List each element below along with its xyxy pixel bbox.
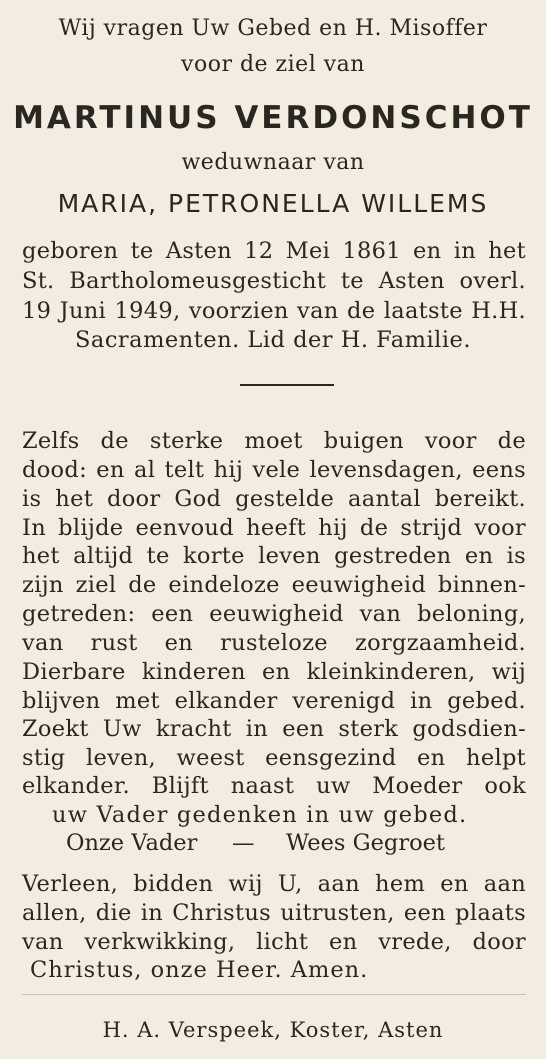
- meditation-line: elkander. Blijft naast uw Moeder ook: [22, 773, 526, 799]
- meditation-line: getreden: een eeuwigheid van beloning,: [22, 601, 526, 627]
- biography-line: 19 Juni 1949, voorzien van de laatste H.H.: [22, 298, 526, 324]
- meditation-line: stig leven, weest eensgezind en helpt: [22, 745, 526, 771]
- printer-credit: H. A. Verspeek, Koster, Asten: [102, 1018, 444, 1042]
- biography-line: St. Bartholomeusgesticht te Asten overl.: [22, 268, 526, 294]
- spouse-name: MARIA, PETRONELLA WILLEMS: [57, 189, 489, 218]
- relation-text: weduwnaar van: [181, 150, 365, 175]
- biography-line: Sacramenten. Lid der H. Familie.: [74, 327, 472, 353]
- intro-line-1: Wij vragen Uw Gebed en H. Misoffer: [58, 16, 488, 41]
- meditation-line: In blijde eenvoud heeft hij de strijd voor: [22, 515, 526, 541]
- meditation-line: Dierbare kinderen en kleinkinderen, wij: [22, 659, 526, 685]
- meditation-line: blijven met elkander verenigd in gebed.: [22, 688, 526, 714]
- prayer-wees-gegroet: Wees Gegroet: [286, 830, 445, 856]
- meditation-line: Zoekt Uw kracht in een sterk godsdien-: [22, 716, 526, 742]
- meditation-line: uw Vader gedenken in uw gebed.: [52, 802, 468, 828]
- meditation-line: het altijd te korte leven gestreden en is: [22, 543, 526, 569]
- deceased-name: MARTINUS VERDONSCHOT: [13, 100, 533, 136]
- closing-line: Christus, onze Heer. Amen.: [30, 957, 369, 983]
- meditation-line: zijn ziel de eindeloze eeuwigheid binnen-: [22, 572, 526, 598]
- prayer-dash: —: [232, 830, 255, 856]
- biography-line: geboren te Asten 12 Mei 1861 en in het: [22, 238, 526, 264]
- closing-line: allen, die in Christus uitrusten, een plaats: [22, 900, 526, 926]
- prayer-onze-vader: Onze Vader: [66, 830, 198, 856]
- footer-divider: [22, 994, 526, 995]
- meditation-line: van rust en rusteloze zorgzaamheid.: [22, 630, 526, 656]
- closing-line: van verkwikking, licht en vrede, door: [22, 929, 526, 955]
- closing-line: Verleen, bidden wij U, aan hem en aan: [22, 871, 526, 897]
- divider-rule: [240, 384, 334, 386]
- meditation-line: dood: en al telt hij vele levensdagen, eens: [22, 457, 526, 483]
- meditation-line: Zelfs de sterke moet buigen voor de: [22, 428, 526, 454]
- intro-line-2: voor de ziel van: [181, 52, 365, 77]
- meditation-line: is het door God gestelde aantal bereikt.: [22, 486, 526, 512]
